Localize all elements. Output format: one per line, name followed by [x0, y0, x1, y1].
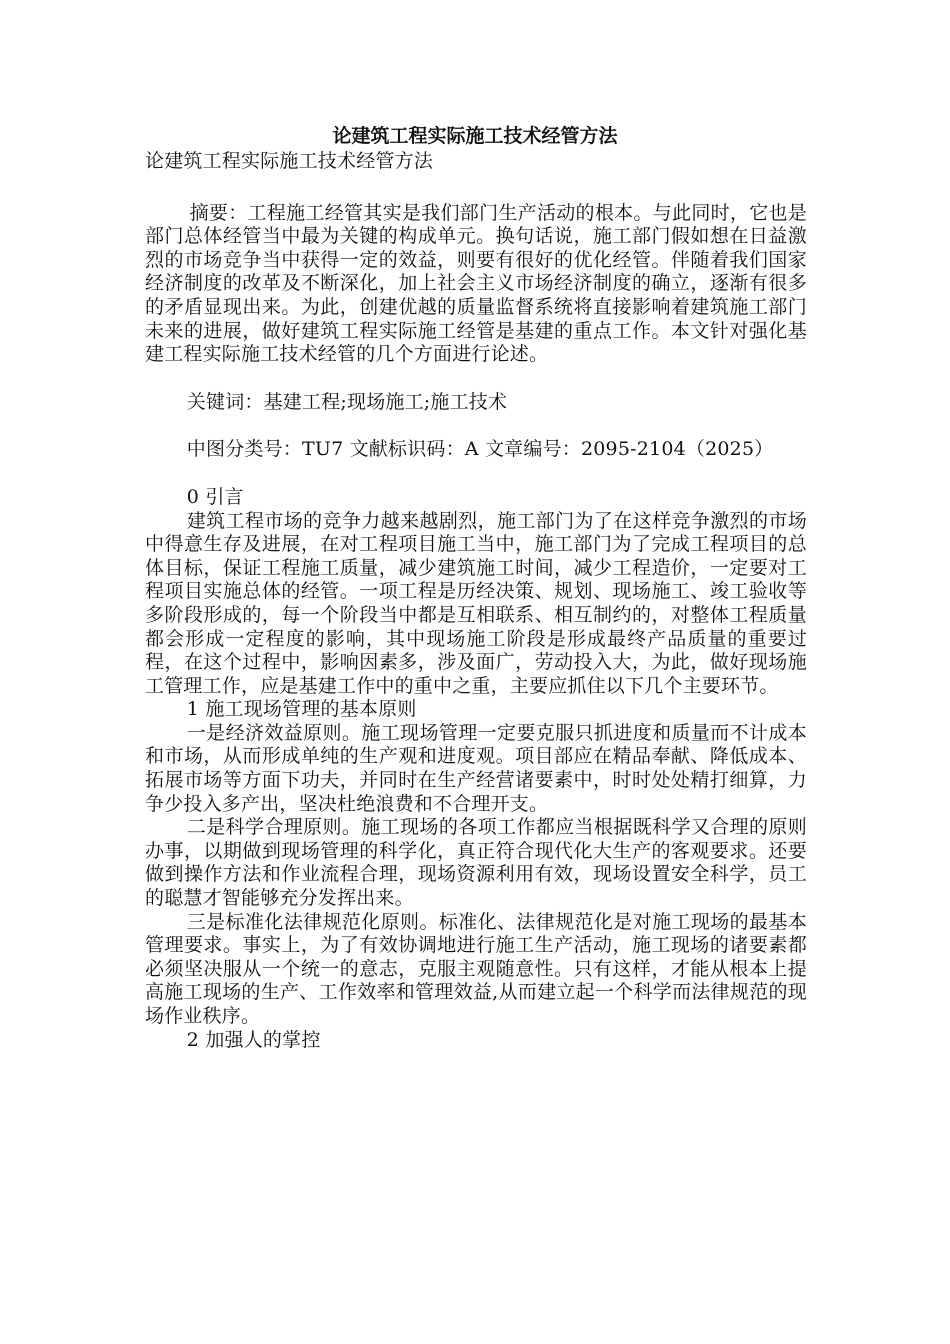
document-title: 论建筑工程实际施工技术经管方法 [332, 125, 618, 147]
spacer [145, 462, 807, 486]
body-paragraph: 三是标准化法律规范化原则。标准化、法律规范化是对施工现场的最基本管理要求。事实上，为了有效协调地进行施工生产活动，施工现场的诸要素都必须坚决服从一个统一的意志，克服主观随意性。只有这样，才能从根本上提高施工现场的生产、工作效率和管理效益,从而建立起一个科学而法律规范的现场作业秩序。 [145, 910, 807, 1027]
section-heading-personnel-control: 2 加强人的掌控 [186, 1028, 321, 1051]
section-heading-principles: 1 施工现场管理的基本原则 [186, 698, 417, 721]
spacer [145, 367, 807, 391]
keywords-line: 关键词：基建工程;现场施工;施工技术 [186, 390, 508, 413]
abstract-paragraph: 摘要：工程施工经管其实是我们部门生产活动的根本。与此同时，它也是部门总体经管当中最为关键的构成单元。换句话说，施工部门假如想在日益激烈的市场竞争当中获得一定的效益，则要有很好的优化经管。伴随着我们国家经济制度的改革及不断深化，加上社会主义市场经济制度的确立，逐渐有很多的矛盾显现出来。为此，创建优越的质量监督系统将直接影响着建筑施工部门未来的进展，做好建筑工程实际施工经管是基建的重点工作。本文针对强化基建工程实际施工技术经管的几个方面进行论述。 [145, 201, 807, 366]
body-paragraph: 二是科学合理原则。施工现场的各项工作都应当根据既科学又合理的原则办事，以期做到现场管理的科学化，真正符合现代化大生产的客观要求。还要做到操作方法和作业流程合理，现场资源利用有效，现场设置安全科学，员工的聪慧才智能够充分发挥出来。 [145, 816, 807, 910]
spacer [145, 174, 807, 202]
body-paragraph: 建筑工程市场的竞争力越来越剧烈，施工部门为了在这样竞争激烈的市场中得意生存及进展，在对工程项目施工当中，施工部门为了完成工程项目的总体目标，保证工程施工质量，减少建筑施工时间，减少工程造价，一定要对工程项目实施总体的经管。一项工程是历经决策、规划、现场施工、竣工验收等多阶段形成的，每一个阶段当中都是互相联系、相互制约的，对整体工程质量都会形成一定程度的影响，其中现场施工阶段是形成最终产品质量的重要过程，在这个过程中，影响因素多，涉及面广，劳动投入大，为此，做好现场施工管理工作，应是基建工作中的重中之重，主要应抓住以下几个主要环节。 [145, 509, 807, 697]
classification-line: 中图分类号：TU7 文献标识码：A 文章编号：2095-2104（2025） [186, 438, 774, 461]
body-paragraph: 一是经济效益原则。施工现场管理一定要克服只抓进度和质量而不计成本和市场，从而形成单纯的生产观和进度观。项目部应在精品奉献、降低成本、拓展市场等方面下功夫，并同时在生产经营诸要素中，时时处处精打细算，力争少投入多产出，坚决杜绝浪费和不合理开支。 [145, 721, 807, 815]
section-heading-introduction: 0 引言 [186, 485, 244, 508]
document-body [145, 150, 807, 1052]
spacer [145, 414, 807, 438]
document-subtitle: 论建筑工程实际施工技术经管方法 [145, 150, 434, 172]
